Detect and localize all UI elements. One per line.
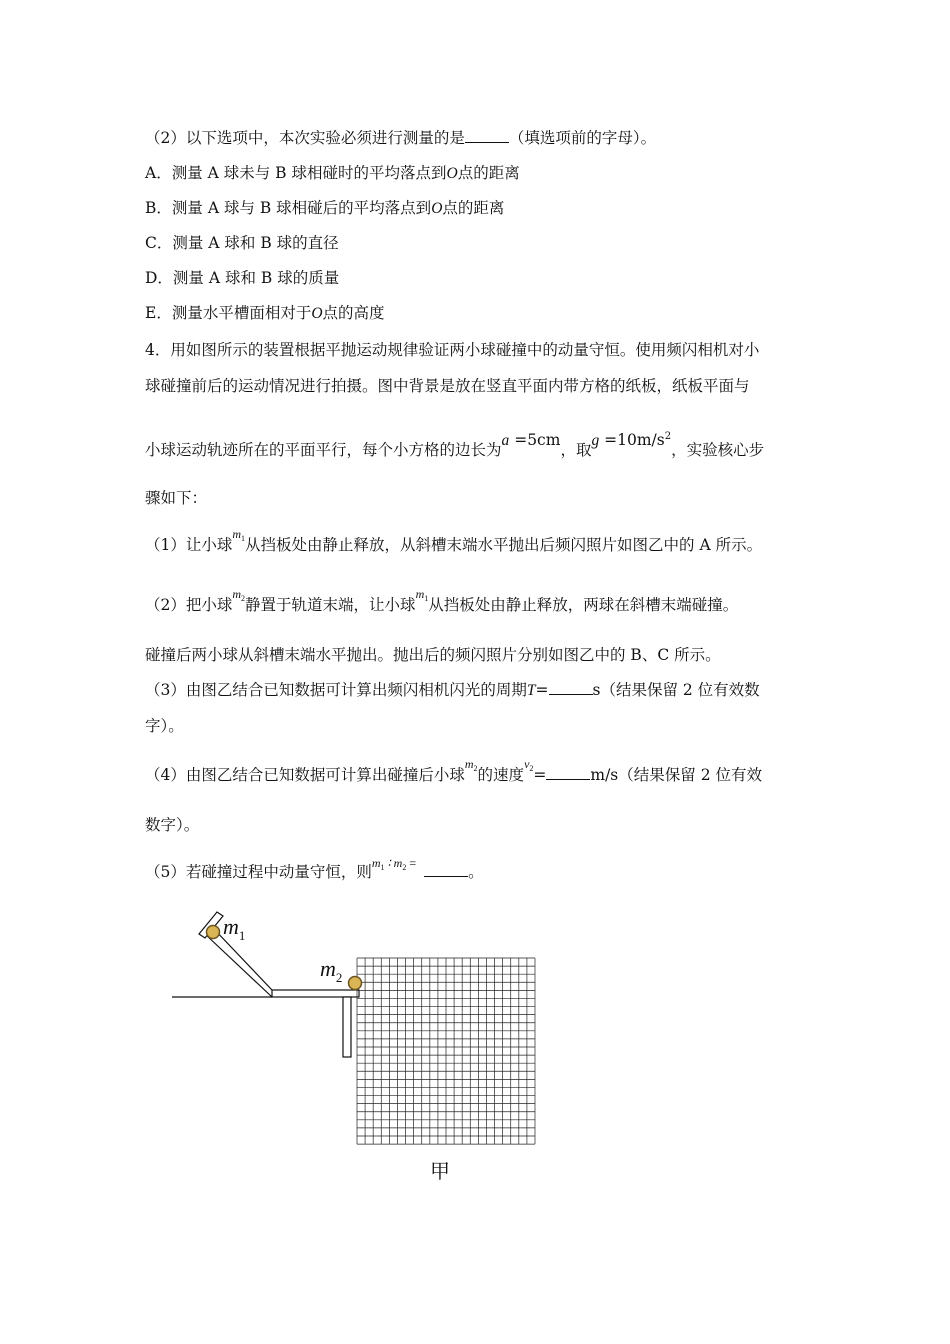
support-post [343, 997, 351, 1057]
answer-blank[interactable] [465, 128, 509, 143]
ball-m1 [207, 926, 220, 939]
v2-symbol: v2 [524, 757, 534, 773]
step-4-line2: 数字）。 [145, 816, 200, 834]
label-m1: $m_1$ [223, 914, 246, 943]
problem-4-line4: 骤如下： [145, 489, 208, 507]
step-1: （1）让小球$^{m_1}$从挡板处由静止释放，从斜槽末端水平抛出后频闪照片如图乙中的 A 所示。 [145, 527, 763, 554]
problem-4-line1: 4．用如图所示的装置根据平抛运动规律验证两小球碰撞中的动量守恒。使用频闪相机对小 [145, 341, 760, 359]
step-2-line2: 碰撞后两小球从斜槽末端水平抛出。抛出后的频闪照片分别如图乙中的 B、C 所示。 [145, 646, 721, 664]
step-5: （5）若碰撞过程中动量守恒，则$^{m_1 ∶ m_2 =}$ 。 [145, 856, 484, 881]
option-e: E．测量水平槽面相对于O点的高度 [145, 304, 385, 322]
mass-ratio-expr: m1 ∶ m2 = [371, 856, 417, 872]
problem-4-line2: 球碰撞前后的运动情况进行拍摄。图中背景是放在竖直平面内带方格的纸板，纸板平面与 [145, 377, 750, 395]
step-3-line2: 字）。 [145, 717, 184, 735]
step-2: （2）把小球$^{m_2}$静置于轨道末端，让小球$^{m_1}$从挡板处由静止释放，两球在斜槽末端碰撞。 [145, 587, 739, 614]
m2-symbol: m2 [464, 757, 478, 773]
gravity-expr: $g =10m/s^2$ [591, 431, 672, 450]
label-m2: $m_2$ [320, 956, 343, 985]
option-c: C．测量 A 球和 B 球的直径 [145, 234, 339, 252]
m1-symbol: m1 [232, 527, 246, 543]
ball-m2 [349, 977, 362, 990]
step-4: （4）由图乙结合已知数据可计算出碰撞后小球$^{m_2}$的速度$^{v_2}$= m/s（结果保留 2 位有效 [145, 757, 762, 784]
m2-symbol: m2 [232, 587, 246, 603]
grid-board [357, 958, 535, 1144]
problem-4-line3: 小球运动轨迹所在的平面平行，每个小方格的边长为a =5cm，取$g =10m/s^2$，实验核心步 [145, 431, 765, 460]
incline-bottom-edge [205, 934, 272, 997]
m1-symbol: m1 [415, 587, 429, 603]
horizontal-track [272, 990, 359, 997]
period-answer-blank[interactable] [549, 680, 593, 695]
velocity-answer-blank[interactable] [546, 765, 590, 780]
apparatus-figure [165, 900, 545, 1155]
option-d: D．测量 A 球和 B 球的质量 [145, 269, 340, 287]
grid-size-expr: a =5cm [501, 431, 561, 450]
option-b: B．测量 A 球与 B 球相碰后的平均落点到O点的距离 [145, 199, 505, 217]
figure-label: 甲 [430, 1159, 450, 1183]
option-a: A．测量 A 球未与 B 球相碰时的平均落点到O点的距离 [145, 164, 520, 182]
step-3: （3）由图乙结合已知数据可计算出频闪相机闪光的周期T= s（结果保留 2 位有效数 [145, 681, 760, 699]
question-2-stem: （2）以下选项中，本次实验必须进行测量的是 （填选项前的字母）。 [145, 129, 657, 147]
ratio-answer-blank[interactable] [424, 862, 468, 877]
